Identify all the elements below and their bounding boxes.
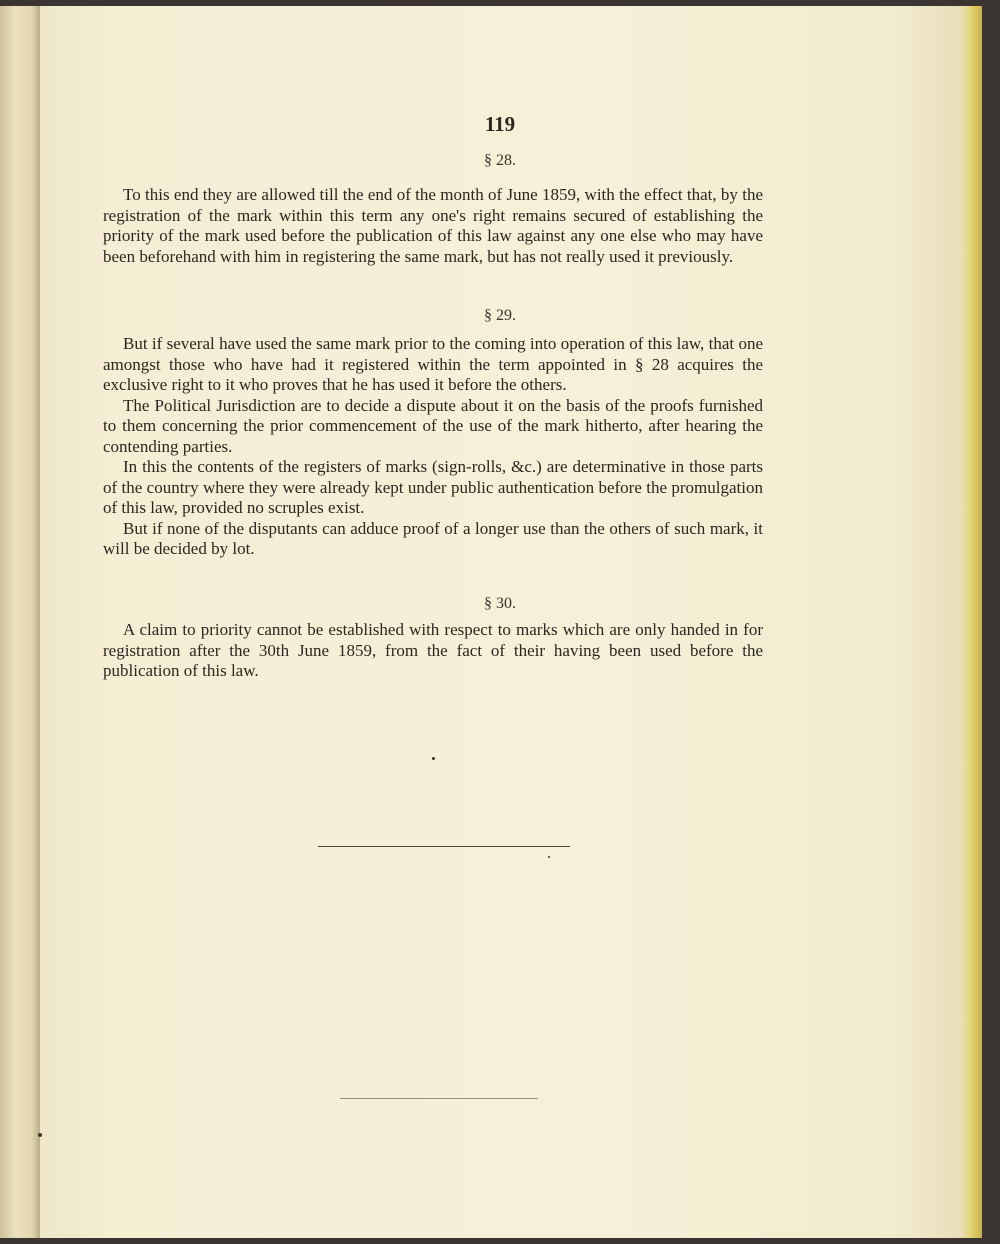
page-edge-right	[962, 6, 982, 1238]
section-30-body	[103, 620, 763, 682]
paragraph: In this the contents of the registers of marks (sign-rolls, &c.) are determinative in those parts of the country where they were already kept under public authentication before the promulgation of this law, provided no scruples exist.	[103, 457, 763, 517]
section-heading-28: § 28.	[484, 152, 516, 169]
end-rule	[318, 846, 570, 847]
paragraph: A claim to priority cannot be established with respect to marks which are only handed in for registration after the 30th June 1859, from the fact of their having been used before the publication of this law.	[103, 620, 763, 680]
faint-rule	[340, 1098, 538, 1099]
facing-page-edge	[0, 6, 41, 1238]
section-heading-30: § 30.	[484, 595, 516, 612]
ink-speck	[548, 856, 550, 858]
paragraph: The Political Jurisdiction are to decide a dispute about it on the basis of the proofs furnished to them concerning the prior commencement of the use of the mark hitherto, after hearing the contending parties.	[103, 395, 763, 456]
paragraph: But if several have used the same mark prior to the coming into operation of this law, that one amongst those who have had it registered within the term appointed in § 28 acquires the exclusive right to it who proves that he has used it before the others.	[103, 334, 763, 394]
page-number: 119	[484, 112, 516, 136]
section-heading-29: § 29.	[484, 307, 516, 324]
ink-speck	[432, 757, 435, 760]
paragraph: But if none of the disputants can adduce proof of a longer use than the others of such mark, it will be decided by lot.	[103, 518, 763, 558]
ink-speck	[38, 1133, 42, 1137]
section-29-body	[103, 334, 763, 560]
paragraph: To this end they are allowed till the end of the month of June 1859, with the effect that, by the registration of the mark within this term any one's right remains secured of establishing the priority of the mark used before the publication of this law against any one else who may have been beforehand with him in registering the same mark, but has not really used it previously.	[103, 185, 763, 266]
section-28-body	[103, 185, 763, 267]
